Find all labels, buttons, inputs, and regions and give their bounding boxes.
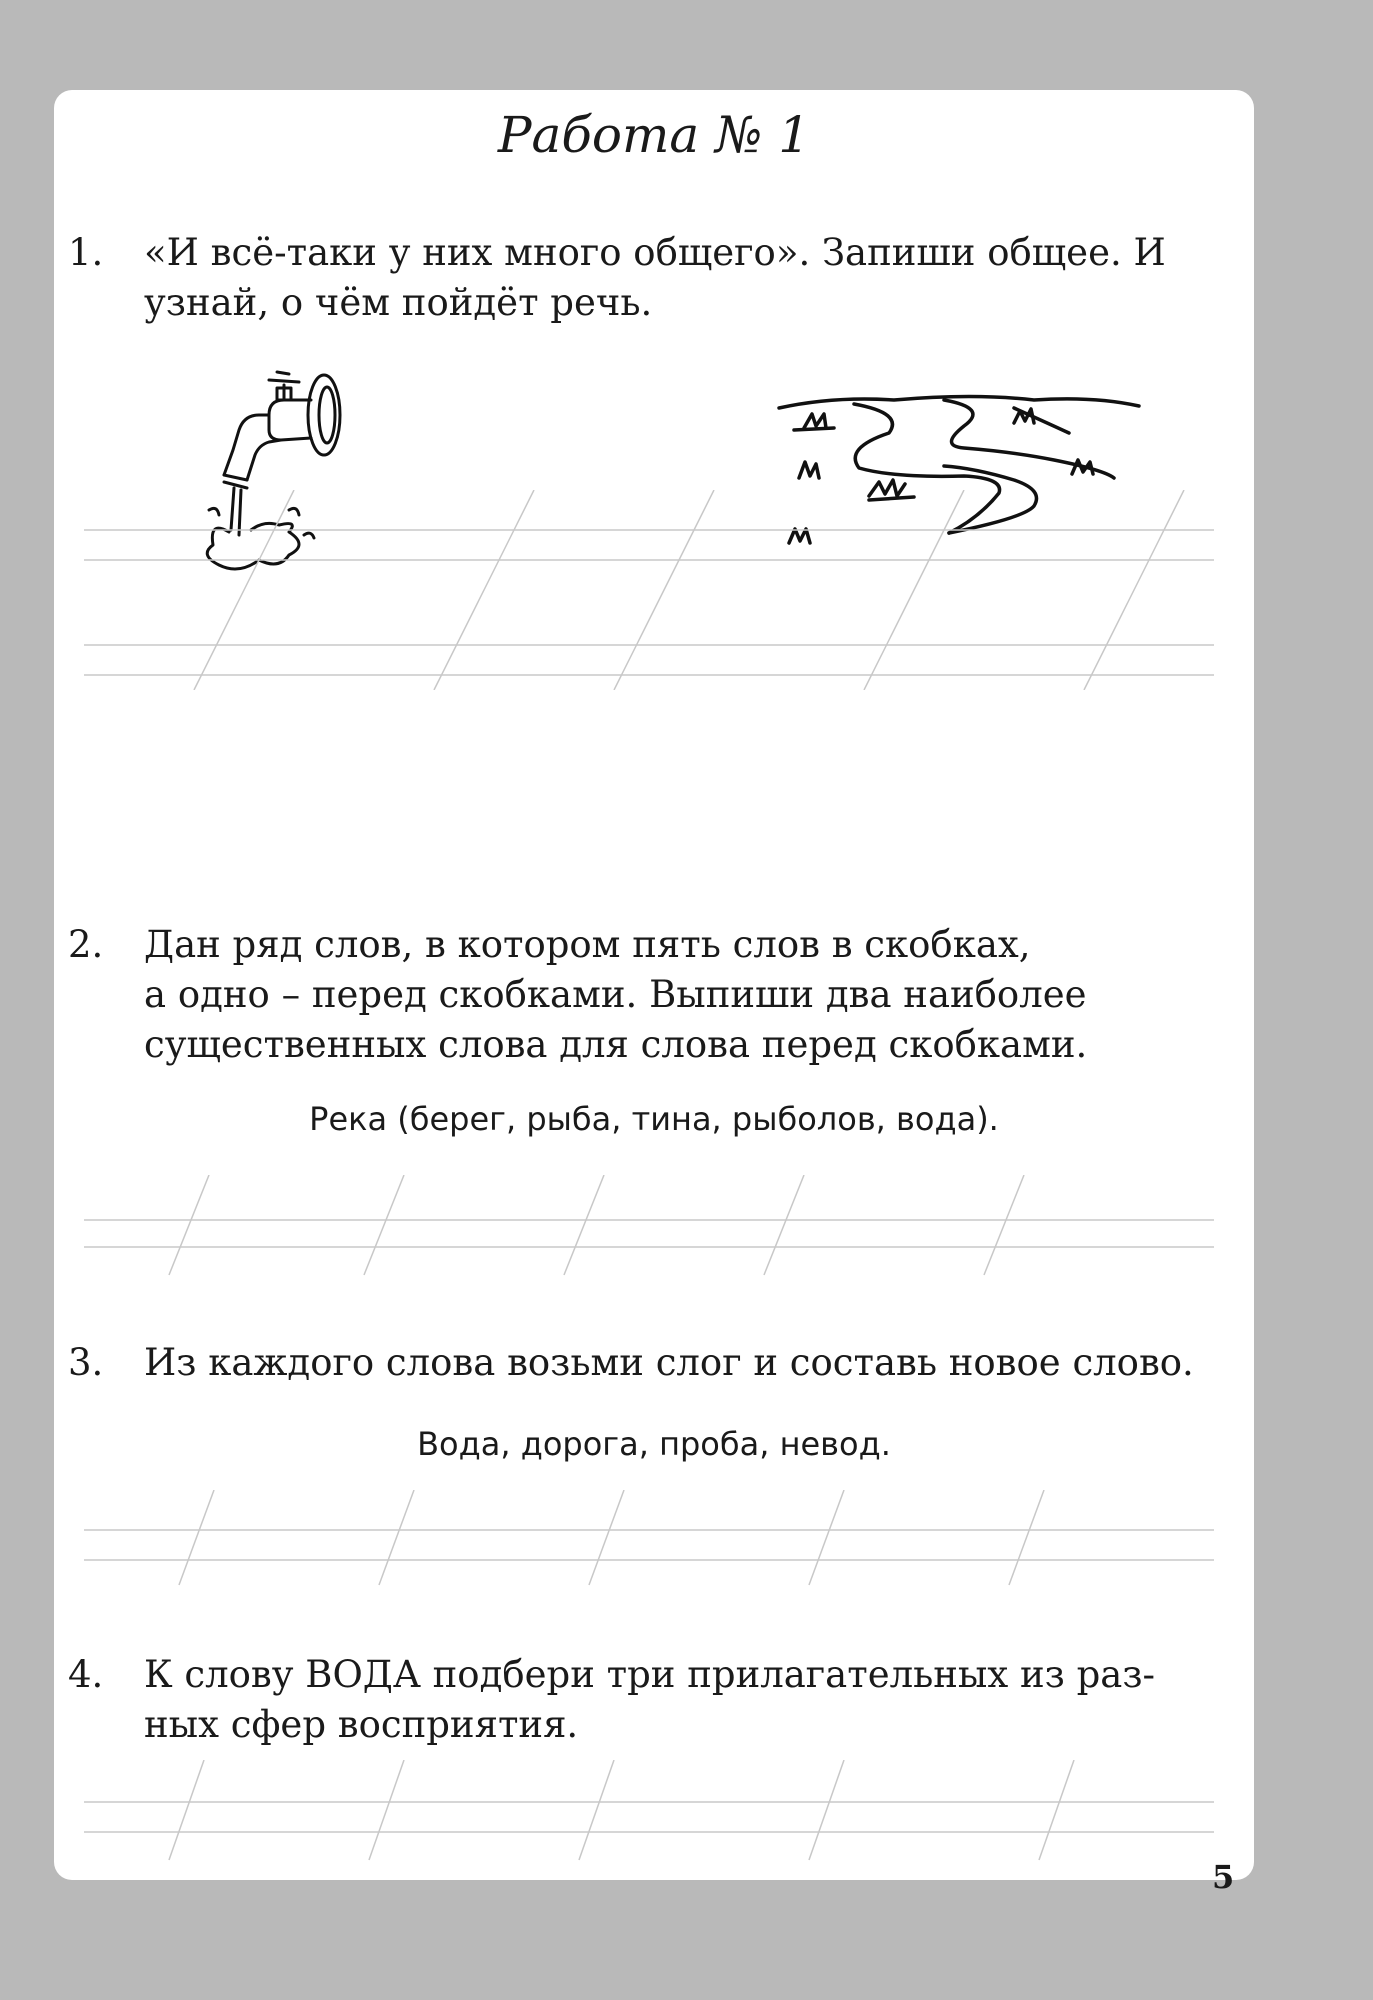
writing-lines (84, 1760, 1224, 1865)
task-2 (68, 920, 1228, 1080)
task-line: К слову ВОДА подбери три прилагательных из раз- (144, 1653, 1156, 1696)
task-3-example: Вода, дорога, проба, невод. (417, 1425, 891, 1463)
task-line: существенных слова для слова перед скобками. (144, 1023, 1088, 1066)
task-4 (68, 1650, 1228, 1760)
task-text (144, 1650, 1228, 1750)
task-line: узнай, о чём пойдёт речь. (144, 281, 653, 324)
task-1 (68, 228, 1228, 338)
task-line: Дан ряд слов, в котором пять слов в скобках, (144, 923, 1031, 966)
task-text (144, 1338, 1228, 1388)
writing-lines (84, 1490, 1224, 1590)
task-number: 3. (68, 1341, 104, 1384)
task-line: «И всё-таки у них много общего». Запиши общее. И (144, 231, 1166, 274)
writing-lines (84, 1175, 1224, 1280)
task-2-example: Река (берег, рыба, тина, рыболов, вода). (309, 1100, 999, 1138)
task-number: 2. (68, 923, 104, 966)
task-line: ных сфер восприятия. (144, 1703, 579, 1746)
task-line: а одно – перед скобками. Выпиши два наиболее (144, 973, 1087, 1016)
page-number: 5 (1212, 1858, 1235, 1896)
task-line: Из каждого слова возьми слог и составь новое слово. (144, 1341, 1194, 1384)
worksheet (54, 90, 1254, 1880)
page-title: Работа № 1 (497, 106, 811, 164)
writing-lines (84, 490, 1224, 690)
task-number: 1. (68, 231, 104, 274)
task-text (144, 228, 1228, 328)
task-text (144, 920, 1228, 1070)
task-number: 4. (68, 1653, 104, 1696)
task-3 (68, 1338, 1228, 1398)
